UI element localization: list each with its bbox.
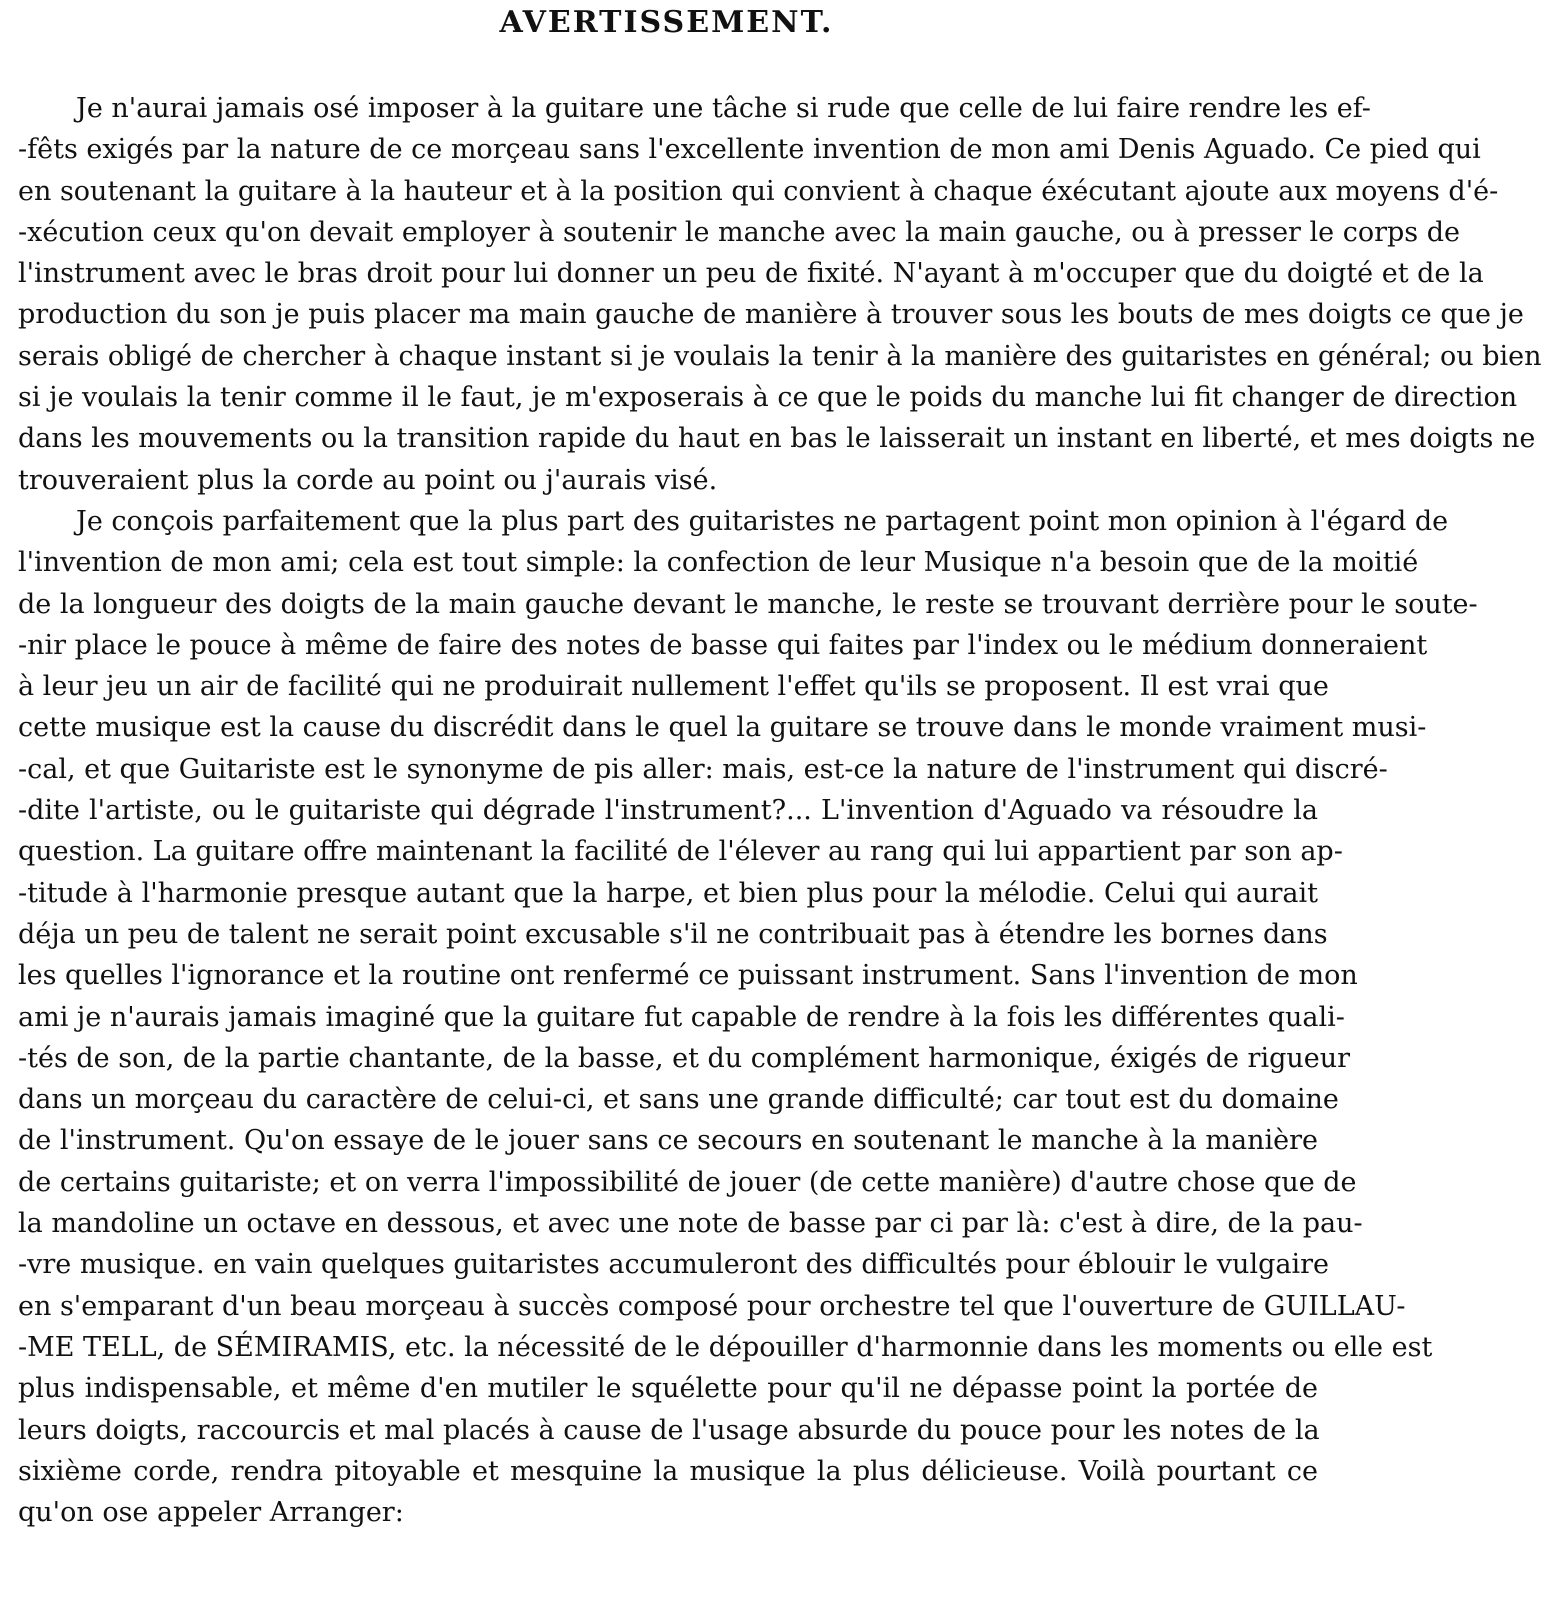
text-line: -xécution ceux qu'on devait employer à soutenir le manche avec la main gauche, ou à presser le corps de <box>18 216 1461 248</box>
text-line: sixième corde, rendra pitoyable et mesquine la musique la plus délicieuse. Voilà pourtant ce <box>18 1455 1318 1487</box>
text-line: serais obligé de chercher à chaque instant si je voulais la tenir à la manière des guitaristes en général; ou bien <box>18 340 1542 372</box>
text-line: dans les mouvements ou la transition rapide du haut en bas le laisserait un instant en liberté, et mes doigts ne <box>18 423 1536 455</box>
text-line: leurs doigts, raccourcis et mal placés à cause de l'usage absurde du pouce pour les notes de la <box>18 1414 1320 1446</box>
text-line: de la longueur des doigts de la main gauche devant le manche, le reste se trouvant derrière pour le soute- <box>18 588 1478 620</box>
text-line: ami je n'aurais jamais imaginé que la guitare fut capable de rendre à la fois les différentes quali- <box>18 1001 1345 1033</box>
text-line: dans un morçeau du caractère de celui-ci, et sans une grande difficulté; car tout est du domaine <box>18 1084 1339 1116</box>
text-line: de l'instrument. Qu'on essaye de le jouer sans ce secours en soutenant le manche à la manière <box>18 1125 1318 1157</box>
text-line: plus indispensable, et même d'en mutiler le squélette pour qu'il ne dépasse point la portée de <box>18 1373 1318 1405</box>
text-line: -dite l'artiste, ou le guitariste qui dégrade l'instrument?... L'invention d'Aguado va résoudre la <box>18 795 1318 827</box>
text-line: question. La guitare offre maintenant la facilité de l'élever au rang qui lui appartient par son ap- <box>18 836 1343 868</box>
page-title: AVERTISSEMENT. <box>499 5 834 40</box>
text-line: -fêts exigés par la nature de ce morçeau sans l'excellente invention de mon ami Denis Aguado. Ce pied qui <box>18 134 1481 166</box>
text-line: de certains guitariste; et on verra l'impossibilité de jouer (de cette manière) d'autre chose que de <box>18 1166 1357 1198</box>
text-line: cette musique est la cause du discrédit dans le quel la guitare se trouve dans le monde vraiment musi- <box>18 712 1427 744</box>
text-line: -cal, et que Guitariste est le synonyme de pis aller: mais, est-ce la nature de l'instrument qui discré- <box>18 753 1388 785</box>
text-line: en s'emparant d'un beau morçeau à succès composé pour orchestre tel que l'ouverture de GUILLAU- <box>18 1290 1406 1322</box>
text-line: les quelles l'ignorance et la routine ont renfermé ce puissant instrument. Sans l'invention de mon <box>18 960 1358 992</box>
text-line: -titude à l'harmonie presque autant que la harpe, et bien plus pour la mélodie. Celui qui aurait <box>18 877 1318 909</box>
text-line: -tés de son, de la partie chantante, de la basse, et du complément harmonique, éxigés de rigueur <box>18 1042 1351 1074</box>
text-line: l'invention de mon ami; cela est tout simple: la confection de leur Musique n'a besoin que de la moitié <box>18 547 1419 579</box>
text-line: Je conçois parfaitement que la plus part des guitaristes ne partagent point mon opinion à l'égard de <box>76 505 1449 537</box>
text-line: l'instrument avec le bras droit pour lui donner un peu de fixité. N'ayant à m'occuper que du doigté et de la <box>18 258 1484 290</box>
body-text <box>18 88 1542 1533</box>
text-line: déja un peu de talent ne serait point excusable s'il ne contribuait pas à étendre les bornes dans <box>18 918 1328 950</box>
text-line: -vre musique. en vain quelques guitaristes accumuleront des difficultés pour éblouir le vulgaire <box>18 1249 1329 1281</box>
text-line: Je n'aurai jamais osé imposer à la guitare une tâche si rude que celle de lui faire rendre les ef- <box>76 93 1371 124</box>
text-line: trouveraient plus la corde au point ou j'aurais visé. <box>18 464 718 496</box>
text-line: la mandoline un octave en dessous, et avec une note de basse par ci par là: c'est à dire, de la pau- <box>18 1208 1363 1240</box>
text-line: à leur jeu un air de facilité qui ne produirait nullement l'effet qu'ils se proposent. Il est vrai que <box>18 671 1329 703</box>
text-line: production du son je puis placer ma main gauche de manière à trouver sous les bouts de mes doigts ce que je <box>18 299 1524 331</box>
text-line: en soutenant la guitare à la hauteur et à la position qui convient à chaque éxécutant ajoute aux moyens d'é- <box>18 175 1499 207</box>
text-line: si je voulais la tenir comme il le faut, je m'exposerais à ce que le poids du manche lui fit changer de direction <box>18 382 1518 414</box>
text-line: -ME TELL, de SÉMIRAMIS, etc. la nécessité de le dépouiller d'harmonnie dans les moments ou elle est <box>18 1331 1433 1363</box>
text-line: qu'on ose appeler Arranger: <box>18 1497 404 1529</box>
text-line: -nir place le pouce à même de faire des notes de basse qui faites par l'index ou le médium donneraient <box>18 629 1428 661</box>
